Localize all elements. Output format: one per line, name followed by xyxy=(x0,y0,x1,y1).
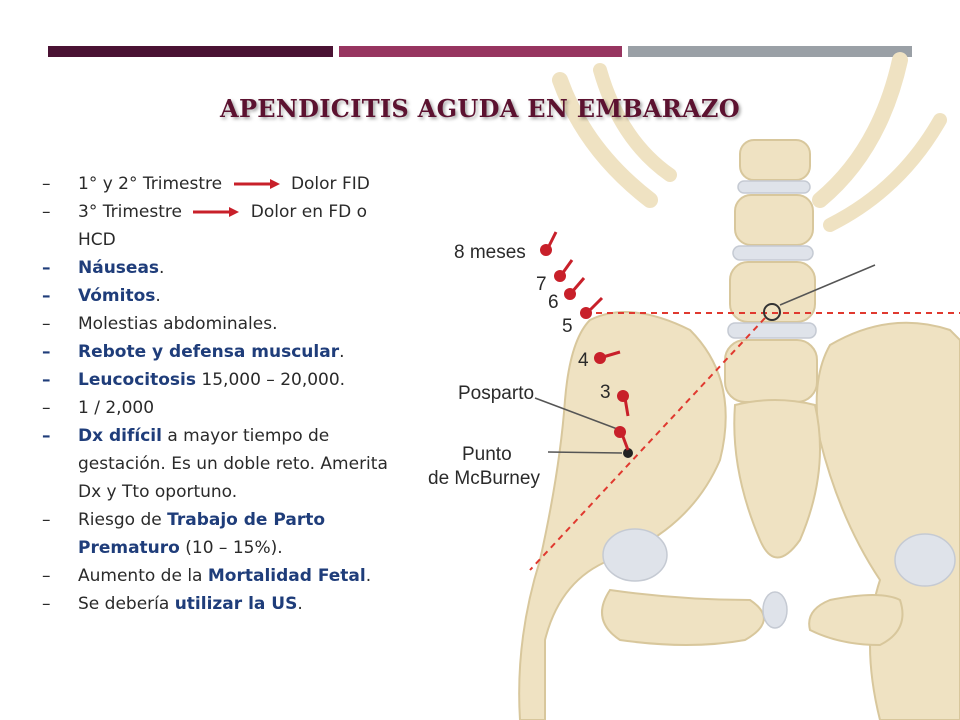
pubis xyxy=(602,590,764,645)
bullet-text: 1° y 2° Trimestre xyxy=(78,174,223,194)
arrow-right-icon xyxy=(234,179,280,189)
bullet-highlight: Náuseas xyxy=(78,258,160,278)
disc xyxy=(738,181,810,193)
bullet-text: . xyxy=(155,286,161,306)
hip-joint-left xyxy=(603,529,667,581)
bullet-trimester-3 xyxy=(30,198,410,254)
bullet-marker: – xyxy=(42,426,51,446)
bullet-text: 3° Trimestre xyxy=(78,202,182,222)
bullet-text: a mayor tiempo de gestación. Es un doble reto. Amerita Dx y Tto oportuno. xyxy=(78,426,388,502)
bullet-highlight: Mortalidad Fetal xyxy=(207,566,366,586)
bullet-vomitos xyxy=(30,282,410,310)
bullet-marker: – xyxy=(42,258,51,278)
arrow-right-icon xyxy=(193,207,239,217)
bullet-text: Dolor FID xyxy=(290,174,370,194)
sacrum xyxy=(734,400,820,558)
label-month-7: 7 xyxy=(536,274,547,295)
bullet-text: . xyxy=(365,566,372,586)
pin-8 xyxy=(540,232,556,256)
bullet-marker: – xyxy=(42,370,51,390)
bullet-highlight: Leucocitosis xyxy=(78,370,196,390)
bullet-trimester-1-2 xyxy=(30,170,410,198)
bullet-riesgo-parto xyxy=(30,506,410,562)
bullet-text: (10 – 15%). xyxy=(179,538,283,558)
hip-joint-right xyxy=(895,534,955,586)
bullet-marker: – xyxy=(42,398,51,418)
pubic-symphysis xyxy=(763,592,787,628)
bullet-marker: – xyxy=(42,174,51,194)
vertebra xyxy=(740,140,810,180)
bullet-nauseas xyxy=(30,254,410,282)
bullet-text: Riesgo de xyxy=(78,510,168,530)
bullet-highlight: Dx difícil xyxy=(78,426,162,446)
bullet-frecuencia xyxy=(30,394,410,422)
bullet-text: . xyxy=(159,258,165,278)
label-posparto: Posparto xyxy=(458,383,535,404)
bullet-text: Aumento de la xyxy=(78,566,208,586)
slide-title: APENDICITIS AGUDA EN EMBARAZO xyxy=(220,94,740,123)
bullet-list xyxy=(30,170,410,618)
label-month-5: 5 xyxy=(562,316,573,337)
label-mcburney: de McBurney xyxy=(428,468,540,489)
ilium-left xyxy=(519,312,726,720)
bullet-highlight: Vómitos xyxy=(78,286,156,306)
bullet-dx-dificil xyxy=(30,422,410,506)
bullet-mortalidad xyxy=(30,562,410,590)
bullet-ultrasonido xyxy=(30,590,410,618)
bullet-text: Molestias abdominales. xyxy=(78,314,278,334)
pubis xyxy=(809,595,902,645)
label-month-4: 4 xyxy=(578,350,589,371)
label-month-3: 3 xyxy=(600,382,611,403)
spine xyxy=(725,140,817,402)
label-month-6: 6 xyxy=(548,292,559,313)
bullet-leucocitosis xyxy=(30,366,410,394)
bullet-text: 15,000 – 20,000. xyxy=(196,370,346,390)
bullet-marker: – xyxy=(42,566,51,586)
bullet-marker: – xyxy=(42,314,51,334)
bullet-marker: – xyxy=(42,342,51,362)
bullet-emphasis: Trabajo de Parto Prematuro xyxy=(78,510,326,558)
pin-6 xyxy=(564,278,584,300)
bullet-highlight: Rebote y defensa muscular xyxy=(78,342,340,362)
vertebra xyxy=(725,340,817,402)
bullet-rebote xyxy=(30,338,410,366)
label-punto: Punto xyxy=(462,444,512,465)
disc xyxy=(733,246,813,260)
bullet-text: 1 / 2,000 xyxy=(78,398,155,418)
bullet-marker: – xyxy=(42,510,51,530)
bullet-marker: – xyxy=(42,202,51,222)
bullet-text: . xyxy=(297,594,303,614)
bullet-highlight: utilizar la US xyxy=(174,594,298,614)
mcburney-leader-line xyxy=(548,452,622,453)
pin-7 xyxy=(554,260,572,282)
bullet-marker: – xyxy=(42,594,51,614)
disc xyxy=(728,323,816,338)
bullet-text: . xyxy=(339,342,345,362)
bullet-text: Se debería xyxy=(78,594,175,614)
bullet-marker: – xyxy=(42,286,51,306)
bullet-text: Dolor en FD o HCD xyxy=(78,202,368,250)
vertebra xyxy=(735,195,813,245)
label-8-meses: 8 meses xyxy=(454,242,526,263)
bullet-molestias xyxy=(30,310,410,338)
ilium-right xyxy=(817,323,960,720)
